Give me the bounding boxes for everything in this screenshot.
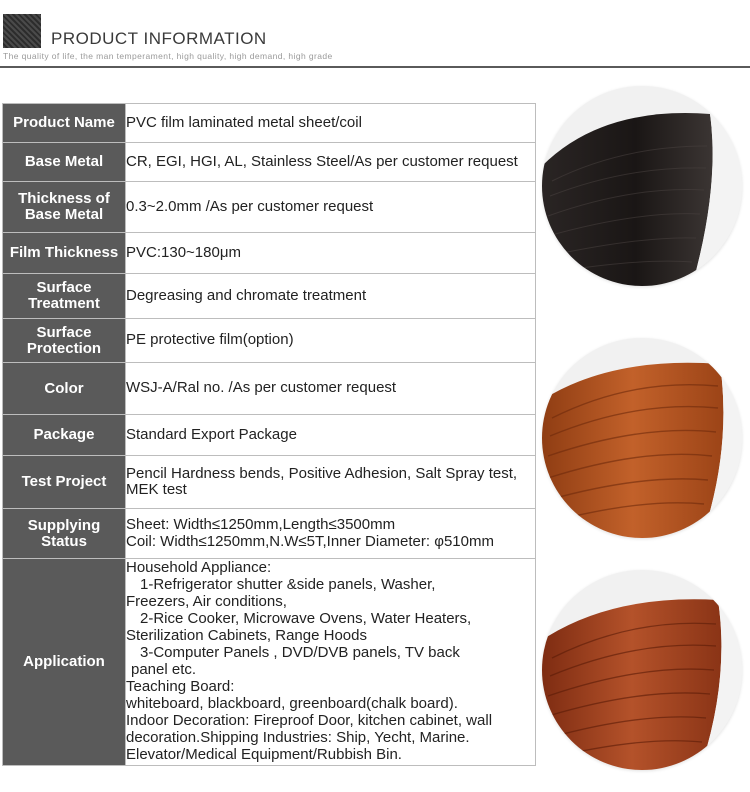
row-label: Surface Protection (3, 319, 126, 363)
row-label: Package (3, 415, 126, 456)
table-row (3, 363, 536, 415)
black-wood-film-roll-icon (542, 86, 742, 286)
film-roll-body (542, 363, 723, 538)
row-value: Degreasing and chromate treatment (126, 274, 536, 319)
row-label: Thickness of Base Metal (3, 182, 126, 233)
page-subtitle: The quality of life, the man temperament, high quality, high demand, high grade (3, 51, 333, 61)
swatch-graphic (542, 570, 742, 770)
row-value: PE protective film(option) (126, 319, 536, 363)
application-line: decoration.Shipping Industries: Ship, Yecht, Marine. (126, 729, 470, 746)
table-row (3, 274, 536, 319)
mahogany-wood-film-roll-icon (542, 570, 742, 770)
application-line: Household Appliance: (126, 559, 272, 576)
table-row (3, 319, 536, 363)
table-row (3, 456, 536, 509)
table-row (3, 415, 536, 456)
application-line: Freezers, Air conditions, (126, 593, 287, 610)
film-roll-body (542, 599, 721, 770)
product-spec-table (2, 103, 536, 766)
row-label: Surface Treatment (3, 274, 126, 319)
row-label: Test Project (3, 456, 126, 509)
row-label: Film Thickness (3, 233, 126, 274)
application-line: 3-Computer Panels , DVD/DVB panels, TV back (140, 644, 460, 661)
table-row (3, 104, 536, 143)
row-label: Application (3, 559, 126, 766)
row-label: Base Metal (3, 143, 126, 182)
application-line: Teaching Board: (126, 678, 235, 695)
row-value: 0.3~2.0mm /As per customer request (126, 182, 536, 233)
row-label: Product Name (3, 104, 126, 143)
row-value: CR, EGI, HGI, AL, Stainless Steel/As per customer request (126, 143, 536, 182)
swatch-graphic (542, 86, 742, 286)
table-row (3, 143, 536, 182)
supply-line: Coil: Width≤1250mm,N.W≤5T,Inner Diameter: φ510mm (126, 532, 494, 550)
table-row (3, 559, 536, 766)
application-line: Indoor Decoration: Fireproof Door, kitchen cabinet, wall (126, 712, 493, 729)
application-line: whiteboard, blackboard, greenboard(chalk board). (126, 695, 458, 712)
swatch-graphic (542, 338, 742, 538)
application-line: 1-Refrigerator shutter &side panels, Washer, (140, 576, 436, 593)
row-value (126, 559, 536, 766)
application-line: panel etc. (131, 661, 197, 678)
table-row (3, 182, 536, 233)
application-line: Sterilization Cabinets, Range Hoods (126, 627, 367, 644)
table-row (3, 233, 536, 274)
table-row (3, 509, 536, 559)
row-value: PVC film laminated metal sheet/coil (126, 104, 536, 143)
application-line: 2-Rice Cooker, Microwave Ovens, Water Heaters, (140, 610, 472, 627)
film-roll-body (542, 113, 713, 286)
row-label: Color (3, 363, 126, 415)
header-pattern-icon (3, 14, 41, 48)
supply-line: Sheet: Width≤1250mm,Length≤3500mm (126, 516, 396, 533)
application-line: Elevator/Medical Equipment/Rubbish Bin. (126, 746, 402, 763)
page-title: PRODUCT INFORMATION (51, 29, 267, 48)
header-divider (0, 66, 750, 68)
row-value: Standard Export Package (126, 415, 536, 456)
cherry-wood-film-roll-icon (542, 338, 742, 538)
row-value (126, 509, 536, 559)
row-value: PVC:130~180μm (126, 233, 536, 274)
row-value: Pencil Hardness bends, Positive Adhesion, Salt Spray test, MEK test (126, 456, 536, 509)
row-value: WSJ-A/Ral no. /As per customer request (126, 363, 536, 415)
row-label: Supplying Status (3, 509, 126, 559)
